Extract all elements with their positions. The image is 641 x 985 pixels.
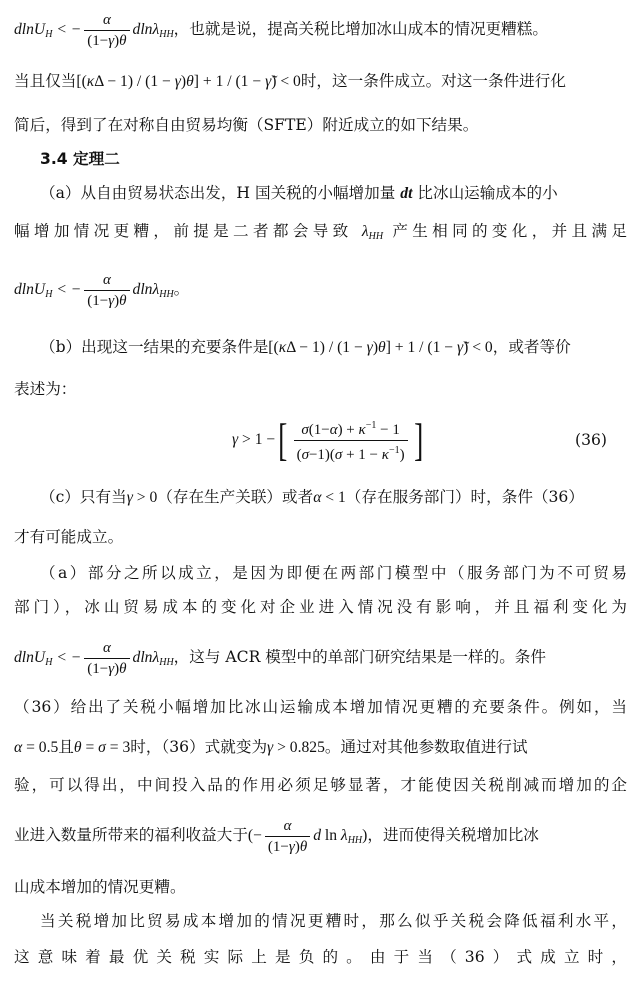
text-line-welfare-gain: 业进入数量所带来的福利收益大于(− $\frac{\alpha}{(1-\gamma)\theta}$ d $\ln \lambda_{HH}$)，进而使得关税增加比冰 — [14, 817, 539, 855]
text-line: 才有可能成立。 — [14, 528, 124, 546]
text-line: （c）只有当γ > 0（存在生产关联）或者α < 1（存在服务部门）时，条件（36） — [40, 488, 584, 506]
text-line: 这意味着最优关税实际上是负的。由于当（36）式成立时， — [14, 948, 627, 966]
text-line: （36）给出了关税小幅增加比冰山运输成本增加情况更糟的充要条件。例如，当 — [14, 698, 627, 716]
formula-condition: [(κΔ − 1) / (1 − γ)θ] + 1 / (1 − γ̃) < 0 — [76, 73, 301, 90]
formula-welfare-gain: (− $\frac{\alpha}{(1-\gamma)\theta}$ d $\ln \lambda_{HH}$) — [247, 817, 368, 855]
text-line: α = 0.5且θ = σ = 3时，（36）式就变为γ > 0.825。通过对其他参数取值进行试 — [14, 738, 528, 756]
formula-line: dlnU$_H$ < − $\frac{\alpha}{(1-\gamma)\theta}$ dlnλ$_{HH}$。 — [14, 271, 190, 309]
text-line: （a）从自由贸易状态出发，H 国关税的小幅增加量 dt 比冰山运输成本的小 — [40, 184, 558, 202]
text-line: （b）出现这一结果的充要条件是[(κΔ − 1) / (1 − γ)θ] + 1 / (1 − γ̃) < 0，或者等价 — [40, 338, 571, 356]
formula-lambda: $\lambda_{HH}$ — [361, 223, 384, 242]
text-line-welfare-condition — [14, 6, 627, 52]
text-line: 验，可以得出，中间投入品的作用必须足够显著，才能使因关税削减而增加的企 — [14, 776, 627, 794]
formula-gamma-bound: γ > 1 −[ $\frac{\sigma(1-\alpha) + \kappa^{-1} - 1}{(\sigma-1)(\sigma + 1 - \kappa^{-1})}$ ] — [232, 414, 423, 466]
text-line: 山成本增加的情况更糟。 — [14, 878, 186, 896]
text-line: 幅增加情况更糟，前提是二者都会导致 $\lambda_{HH}$ 产生相同的变化，并且满足 — [14, 222, 627, 242]
equation-36 — [14, 410, 627, 470]
formula-dlnU: dlnU$_H$ < − $\frac{\alpha}{(1-\gamma)\theta}$ dlnλ$_{HH}$ — [14, 639, 174, 677]
section-heading: 3.4 定理二 — [40, 150, 120, 168]
text-line: 表述为： — [14, 380, 77, 398]
text-line-condition: 当且仅当[(κΔ − 1) / (1 − γ)θ] + 1 / (1 − γ̃) < 0时，这一条件成立。对这一条件进行化 — [14, 72, 566, 90]
formula-line: dlnU$_H$ < − $\frac{\alpha}{(1-\gamma)\theta}$ dlnλ$_{HH}$，这与 ACR 模型中的单部门研究结果是一样的。条件 — [14, 639, 546, 677]
equation-number: (36) — [574, 431, 607, 449]
text-line: 部门），冰山贸易成本的变化对企业进入情况没有影响，并且福利变化为 — [14, 598, 627, 616]
text: ，也就是说，提高关税比增加冰山成本的情况更糟糕。 — [173, 20, 548, 38]
formula-dlnU: dlnU$_H$ < − $\frac{\alpha}{(1-\gamma)\theta}$ dlnλ$_{HH}$ — [14, 271, 174, 309]
text-line: 简后，得到了在对称自由贸易均衡（SFTE）附近成立的如下结果。 — [14, 116, 479, 134]
formula-dlnU: dlnU$_H$ < − $\frac{\alpha}{(1-\gamma)\theta}$ dlnλ$_{HH}$ — [14, 11, 174, 49]
text-line: （a）部分之所以成立，是因为即便在两部门模型中（服务部门为不可贸易 — [40, 564, 627, 582]
text-line: 当关税增加比贸易成本增加的情况更糟时，那么似乎关税会降低福利水平， — [40, 912, 627, 930]
formula-condition: [(κΔ − 1) / (1 − γ)θ] + 1 / (1 − γ̃) < 0 — [268, 339, 493, 356]
